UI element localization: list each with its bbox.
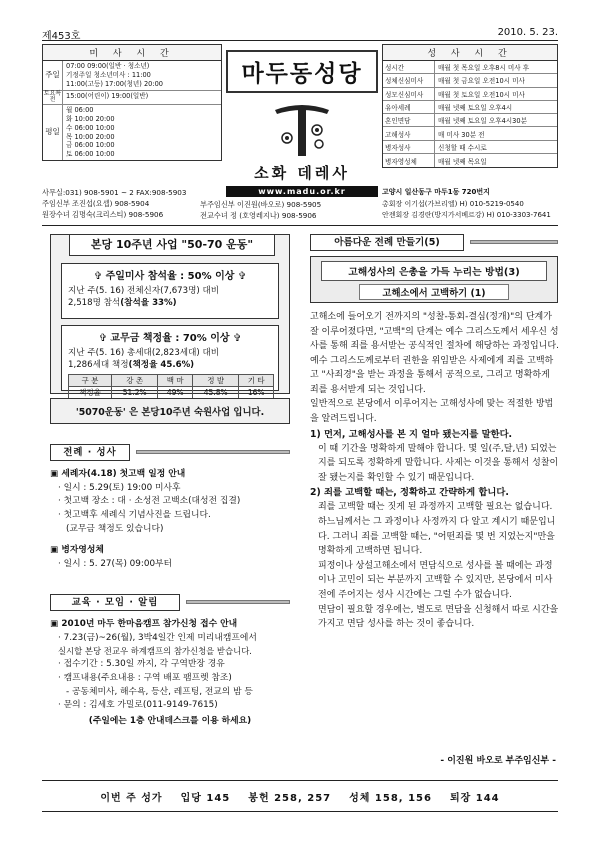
mass-row-label: 주일 [43,61,63,90]
mass-row-label: 토요특전 [43,89,62,104]
mass-times-table [42,44,222,161]
mass-attendance-count: 2,518명 참석 [68,298,121,309]
table-header-cell: 강 촌 [111,374,158,386]
mass-line: 11:00(고등) 17:00(청년) 20:00 [66,79,163,88]
sacrament-label: 고해성사 [383,127,435,139]
hymn-label: 이번 주 성가 [100,792,163,804]
tithe-rate: (책정율 45.6%) [128,360,195,371]
article-paragraph: 면담이 필요할 경우에는, 별도로 면담을 신청해서 따로 시간을 가지고 면담 성사를 하는 것이 좋습니다. [318,604,559,630]
sacrament-value: 매월 첫 금요일 오전10시 미사 [438,77,525,86]
article-body [310,310,560,632]
contact-info-right [382,199,551,221]
list-item: ▣ 세례자(4.18) 첫고백 일정 안내 [50,469,186,479]
mass-line: 15:00(어린이) 19:00(일반) [66,91,149,100]
list-item: · 일시 : 5. 27(목) 09:00부터 [58,558,173,569]
mass-row-weekday [43,105,221,160]
tithe-count: 1,286세대 책정 [68,360,129,371]
sacrament-value: 매월 넷째 토요일 오후4시 [438,104,513,113]
table-header-cell: 백 마 [158,374,192,386]
education-section-title: 교육 · 모임 · 알림 [50,594,180,611]
mass-line: 월 06:00 [66,105,94,114]
sacrament-label: 성체신심미사 [383,74,435,86]
sacrament-value: 매월 넷째 토요일 오후4시30분 [438,117,527,126]
header-bottom-rule [42,225,558,226]
sacrament-row [383,88,557,101]
hymn-communion: 성체 158, 156 [349,792,432,804]
sacrament-value: 신청할 때 수시로 [438,143,487,152]
sacrament-label: 병자영성체 [383,154,435,167]
tithe-heading: ✞ 교무금 책정율 : 70% 이상 ✞ [98,333,242,344]
article-paragraph: 피정이나 상설고해소에서 면담식으로 성사를 볼 때에는 과정이나 고민이 되는 부분까지 고백할 수 있지만, 본당에서 미사 전에 주어지는 성사 시간에는 그럴 수가 없습니다. [318,560,553,600]
sister2-contact: 전교수녀 정 (호영레지나) 908-5906 [200,211,317,221]
sacrament-row [383,61,557,74]
mass-row-saturday [43,91,221,105]
table-header-cell: 구 분 [69,374,112,386]
sacrament-row [383,101,557,114]
sacrament-label: 성모신심미사 [383,88,435,100]
table-cell: 16% [239,386,274,398]
issue-number: 제453호 [42,31,81,42]
pastor-contact: 주임신부 조진섭(요셉) 908-5904 [42,199,150,209]
table-cell: 45.8% [192,386,239,398]
table-header-cell: 정 발 [192,374,239,386]
article-paragraph: 고해소에 들어오기 전까지의 "성찰-통회-결심(정개)"의 단계가 잘 이루어졌다면, "고백"의 단계는 예수 그리스도께서 세우신 성사를 통해 죄를 용서받는 공식적인 절차에 해당하는 과정입니다. 예수 그리스도께로부터 권한을 위임받은 사제에게 죄를 고백하고 "사죄경"을 받는 과정을 통해서 공적으로, 그리고 명확하게 죄를 용서받게 되는 것입니다. [310,312,559,395]
sacrament-row [383,114,557,127]
article-section-title: 아름다운 전례 만들기(5) [310,234,464,251]
mass-attendance-box [61,263,279,319]
mass-attendance-line: 지난 주(5. 16) 전체신자(7,673명) 대비 [68,286,220,296]
mass-line: 금 06:00 10:00 [66,141,115,150]
article-paragraph: 일반적으로 본당에서 이루어지는 고해성사에 맞는 적절한 방법을 알려드립니다. [310,399,554,425]
article-point-heading: 2) 죄를 고백할 때는, 정확하고 간략하게 합니다. [310,487,509,499]
mass-line: 07:00 09:00(일반 · 청소년) [66,62,150,70]
mass-times-title: 미 사 시 간 [43,45,221,61]
masthead [226,50,378,197]
mass-row-label: 평일 [43,105,63,160]
liturgy-section-title: 전례 · 성사 [50,444,130,461]
list-item: · 일시 : 5.29(토) 19:00 미사후 [58,482,181,493]
table-header-cell: 기 타 [239,374,274,386]
anniversary-campaign-box [50,234,290,397]
section-bar [136,450,290,454]
sacrament-label: 병자성사 [383,141,435,153]
article-point-heading: 1) 먼저, 고해성사를 본 지 얼마 됐는지를 말한다. [310,428,513,440]
council-contact: 총회장 이기섭(가브리엘) H) 010-5219-0540 [382,200,524,208]
section-bar [186,600,290,604]
office-phone: 사무실:031) 908-5901 ~ 2 FAX:908-5903 [42,188,187,197]
campaign-motto: '5070운동' 은 본당10주년 숙원사업 입니다. [50,398,290,424]
article-subtitle: 고해소에서 고백하기 (1) [359,284,509,300]
article-title-box [310,256,558,303]
sacrament-row [383,127,557,140]
sister-contact: 원장수녀 김명숙(크리스티) 908-5906 [42,210,164,220]
mass-line: 토 06:00 10:00 [66,150,115,159]
contact-info-left [42,187,186,220]
table-cell: 책정율 [69,386,112,398]
sacrament-value: 매 미사 30분 전 [438,130,485,139]
list-item: · 접수기간 : 5.30일 까지, 각 구역반장 경유 [58,659,225,670]
list-item: 실시할 본당 전교우 하계캠프의 참가신청을 받습니다. [58,646,252,657]
article-paragraph: 죄를 고백할 때는 짓게 된 과정까지 고백할 필요는 없습니다. 하느님께서는 그 과정이나 사정까지 다 알고 계시기 때문입니다. 그러니 죄를 고백할 때는, "어떤죄를 몇 번 지었는지"만을 명확하게 고백하면 됩니다. [318,502,556,557]
sacrament-value: 매월 첫 목요일 오후8시 미사 후 [438,64,530,73]
sacrament-value: 매월 첫 토요일 오전10시 미사 [438,90,525,99]
patron-saint: 소화 데레사 [254,164,350,182]
mass-attendance-rate: (참석율 33%) [120,298,177,309]
cross-logo-icon [267,96,337,158]
hymn-recessional: 퇴장 144 [449,792,500,804]
liturgy-list [50,468,290,571]
section-bar [470,240,558,244]
top-rule [42,40,558,41]
article-signature: - 이진원 바오로 부주임신부 - [440,756,556,766]
hymn-offertory: 봉헌 258, 257 [248,792,332,804]
mass-line: 수 06:00 10:00 [66,123,115,132]
list-item: (교무금 책정도 있습니다) [66,523,164,534]
sacrament-row [383,154,557,167]
campaign-title: 본당 10주년 사업 "50-70 운동" [69,234,275,256]
list-item: · 첫고백 장소 : 대 · 소성전 고백소(대성전 집결) [58,496,241,507]
website-link[interactable]: www.madu.or.kr [226,186,378,197]
list-item: · 문의 : 김세호 가밀로(011-9149-7615) [58,700,218,711]
tithe-line: 지난 주(5. 16) 총세대(2,823세대) 대비 [68,348,220,358]
tithe-rate-table [68,374,274,399]
article-title: 고해성사의 은총을 가득 누리는 방법(3) [321,261,547,281]
list-item: · 캠프내용(주요내용 : 구역 배포 팸프렛 참조) [58,672,232,683]
council-contact: 안젠회장 김경란(방지가서베르강) H) 010-3303-7641 [382,210,551,219]
sacrament-label: 혼인면담 [383,114,435,126]
table-cell: 49% [158,386,192,398]
list-item: ▣ 병자영성체 [50,545,104,556]
mass-row-sunday [43,61,221,91]
list-item: · 첫고백후 세례식 기념사진을 드립니다. [58,509,211,520]
issue-date: 2010. 5. 23. [497,27,558,38]
tithe-box [61,325,279,397]
parish-name: 마두동성당 [226,50,378,93]
list-item: · 7.23(금)~26(월), 3박4일간 인제 미리내캠프에서 [58,632,257,643]
list-item: - 공동체미사, 해수욕, 등산, 레프팅, 전교의 밤 등 [66,686,253,697]
mass-line: 화 10:00 20:00 [66,114,115,123]
sacrament-times-title: 성 사 시 간 [383,45,557,61]
list-item: ▣ 2010년 마두 한마음캠프 참가신청 접수 안내 [50,619,238,629]
contact-info-middle [200,199,321,221]
mass-attendance-heading: ✞ 주일미사 참석율 : 50% 이상 ✞ [93,271,247,282]
education-list [50,618,290,728]
list-item: (주일에는 1층 안내데스크를 이용 하세요) [88,715,252,726]
hymn-footer [42,780,558,812]
article-paragraph: 이 때 기간을 명확하게 말해야 합니다. 몇 일(주,달,년) 되었는지를 되도록 정확하게 말합니다. 사제는 이것을 통해서 성찰이 잘 됐는지를 확인할 수 있기 때문입니다. [318,443,559,483]
mass-line: 목 10:00 20:00 [66,132,115,141]
sacrament-times-table [382,44,558,168]
sacrament-label: 성시간 [383,61,435,73]
sacrament-label: 유아세례 [383,101,435,113]
mass-line: 기정주일 청소년미사 : 11:00 [66,70,151,79]
sacrament-row [383,74,557,87]
parish-address: 고양시 일산동구 마두1동 720번지 [382,188,490,196]
sacrament-row [383,141,557,154]
assistant-contact: 부주임신부 이진원(바오로) 908-5905 [200,200,322,209]
sacrament-value: 매월 넷째 목요일 [438,157,487,166]
table-cell: 51.2% [111,386,158,398]
hymn-entrance: 입당 145 [180,792,231,804]
